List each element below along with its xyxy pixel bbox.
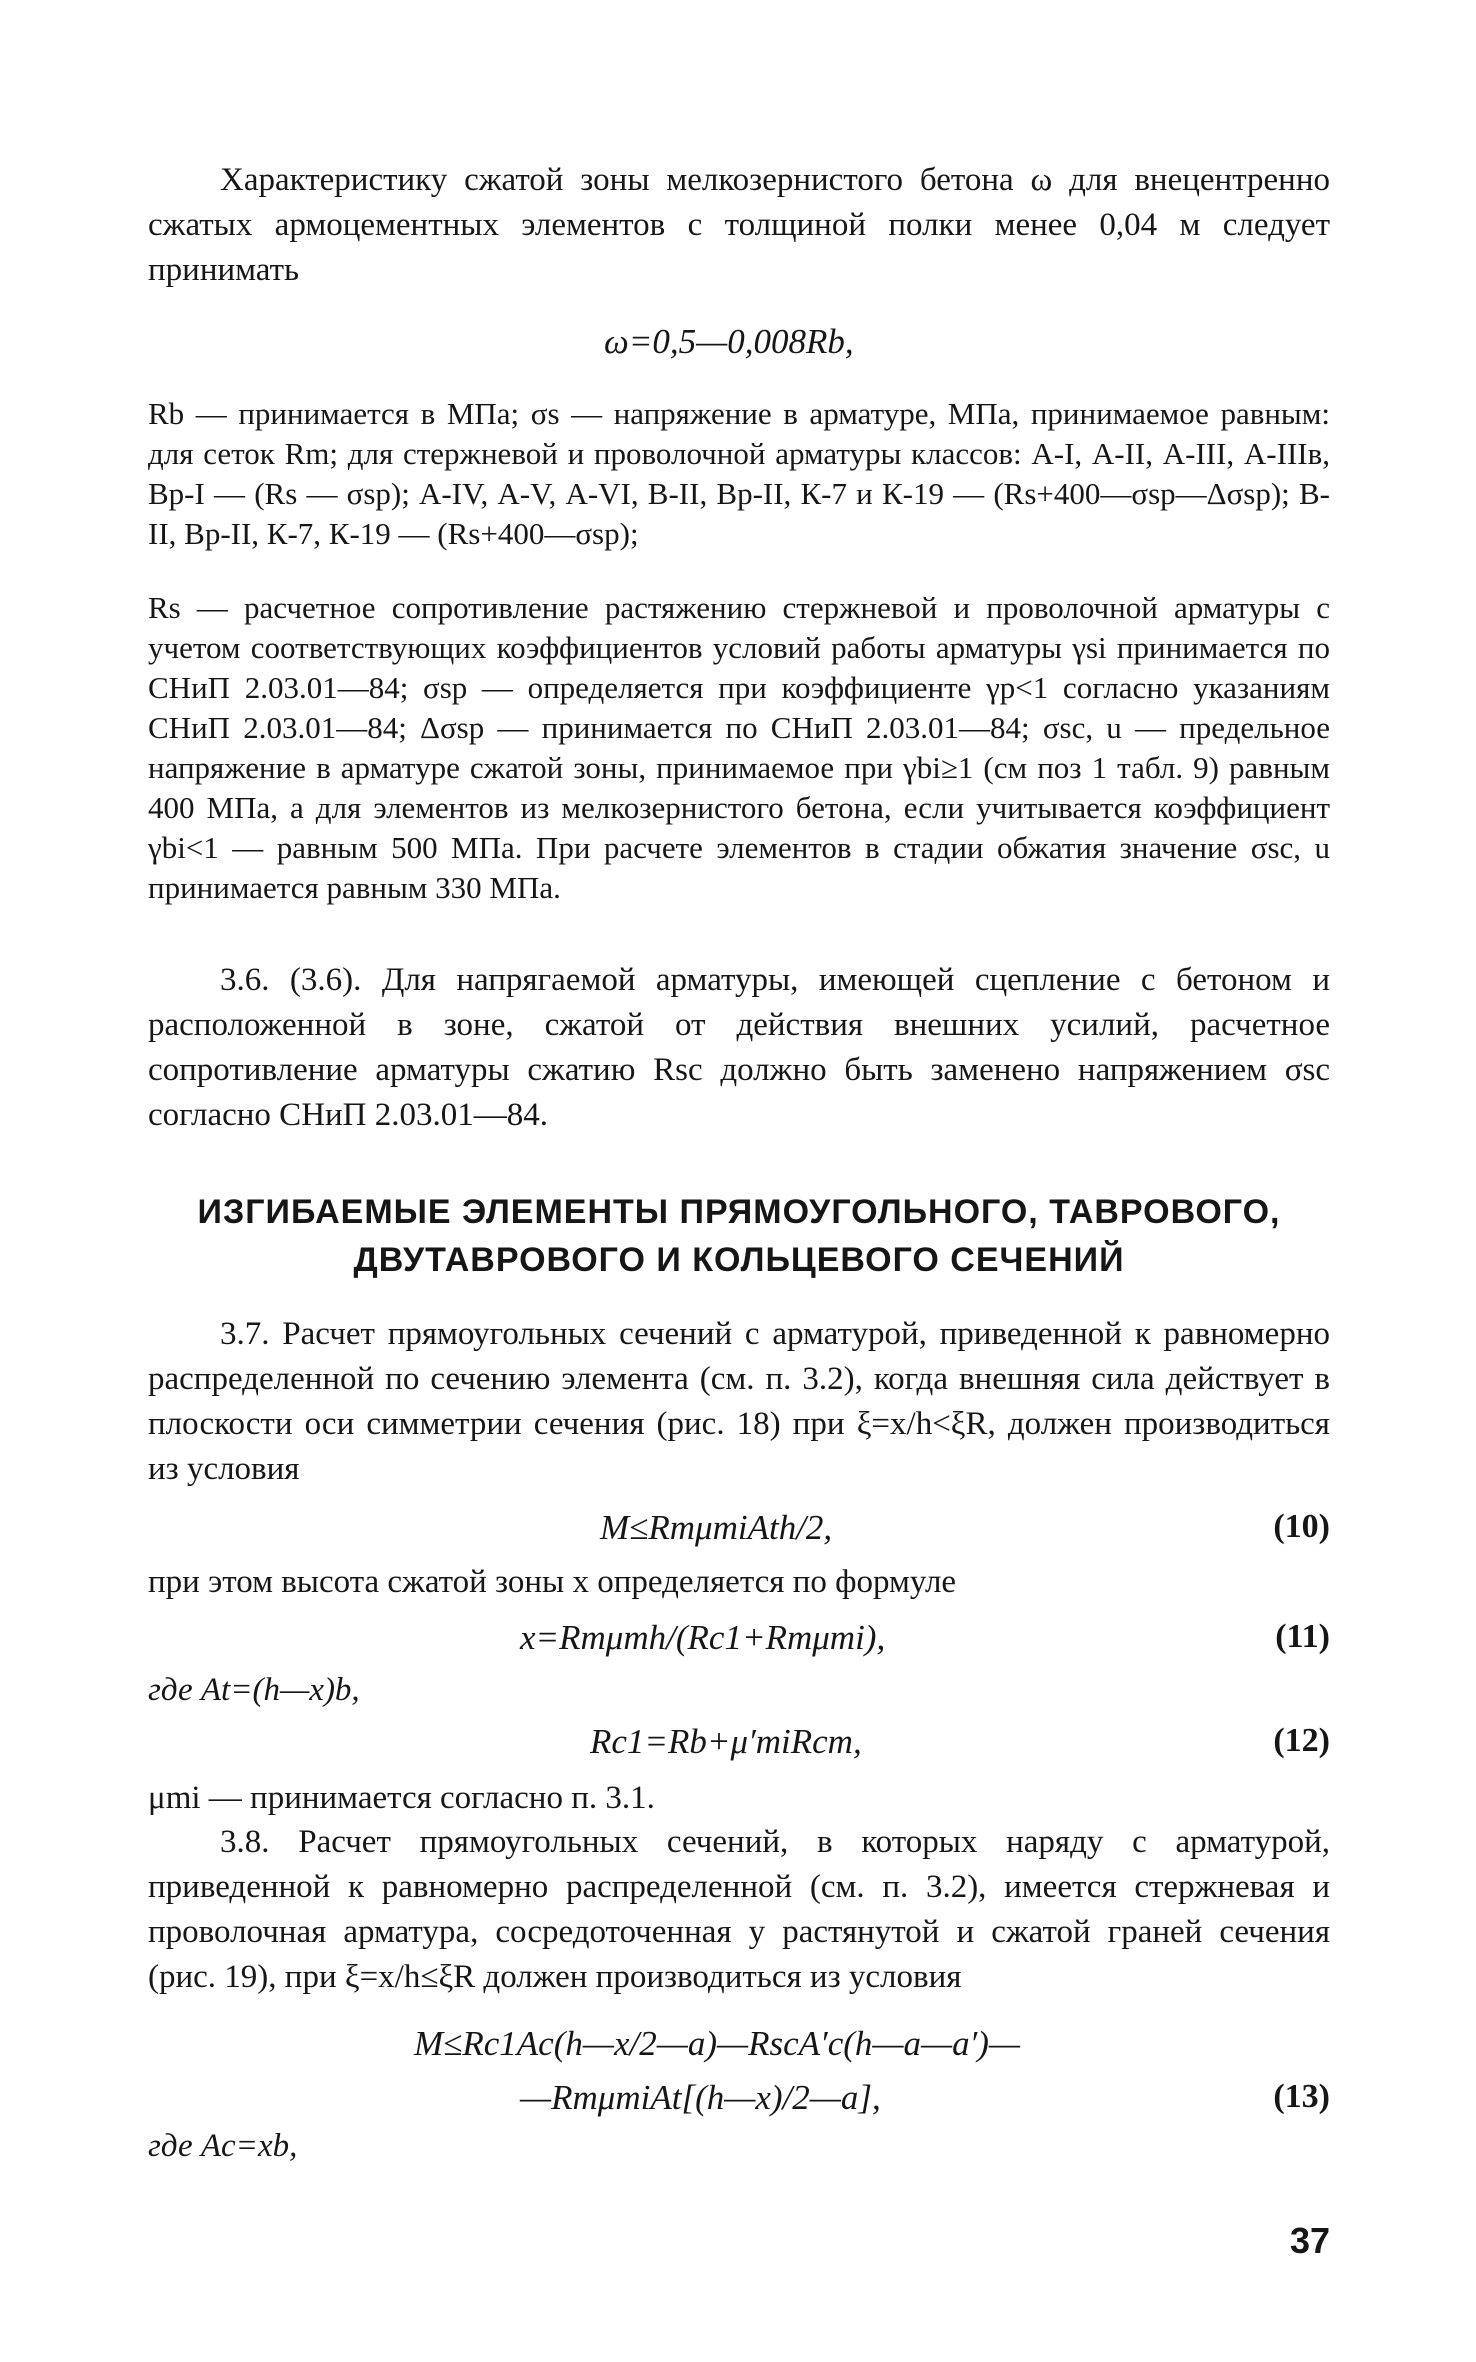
formula-11: x=Rmμmh/(Rc1+Rmμmi), xyxy=(520,1618,886,1657)
section-heading-line-1: ИЗГИБАЕМЫЕ ЭЛЕМЕНТЫ ПРЯМОУГОЛЬНОГО, ТАВРОВОГО, xyxy=(197,1193,1281,1231)
page-number: 37 xyxy=(1289,2220,1330,2261)
paragraph-mu-note: μmi — принимается согласно п. 3.1. xyxy=(148,1780,655,1816)
paragraph-rb-definition: Rb — принимается в МПа; σs — напряжение в арматуре, МПа, принимаемое равным: для сеток Rm; для стержневой и проволочной арматуры классов: А-I, А-II, А-III, А-IIIв, Вр-I — (Rs — σsp); А-IV, А-V, А-VI, В-II, Вр-II, К-7 и К-19 — (Rs+400—σsp—Δσsp); В-II, Вр-II, К-7, К-19 — (Rs+400—σsp); xyxy=(148,396,1330,551)
formula-13-line-2: —RmμmiAt[(h—x)/2—a], xyxy=(520,2078,881,2117)
paragraph-3-6: 3.6. (3.6). Для напрягаемой арматуры, имеющей сцепление с бетоном и расположенной в зоне, сжатой от действия внешних усилий, расчетное сопротивление арматуры сжатию Rsc должно быть заменено напряжением σsc согласно СНиП 2.03.01—84. xyxy=(148,962,1330,1133)
where-ac: где Ac=xb, xyxy=(148,2128,298,2164)
formula-10: M≤RmμmiAth/2, xyxy=(600,1508,833,1547)
equation-number-12: (12) xyxy=(1273,1722,1330,1759)
section-heading-line-2: ДВУТАВРОВОГО И КОЛЬЦЕВОГО СЕЧЕНИЙ xyxy=(353,1241,1125,1279)
formula-omega: ω=0,5—0,008Rb, xyxy=(604,322,854,361)
formula-12: Rc1=Rb+μ′miRcm, xyxy=(590,1722,862,1761)
paragraph-rs-definition: Rs — расчетное сопротивление растяжению стержневой и проволочной арматуры с учетом соответствующих коэффициентов условий работы арматуры γsi принимается по СНиП 2.03.01—84; σsp — определяется при коэффициенте γp<1 согласно указаниям СНиП 2.03.01—84; Δσsp — принимается по СНиП 2.03.01—84; σsc, u — предельное напряжение в арматуре сжатой зоны, принимаемое при γbi≥1 (см поз 1 табл. 9) равным 400 МПа, а для элементов из мелкозернистого бетона, если учитывается коэффициент γbi<1 — равным 500 МПа. При расчете элементов в стадии обжатия значение σsc, u принимается равным 330 МПа. xyxy=(148,590,1330,905)
paragraph-3-7: 3.7. Расчет прямоугольных сечений с арматурой, приведенной к равномерно распределенной по сечению элемента (см. п. 3.2), когда внешняя сила действует в плоскости оси симметрии сечения (рис. 18) при ξ=x/h<ξR, должен производиться из условия xyxy=(148,1316,1330,1487)
paragraph-omega-intro: Характеристику сжатой зоны мелкозернистого бетона ω для внецентренно сжатых армоцементных элементов с толщиной полки менее 0,04 м следует принимать xyxy=(148,162,1330,288)
where-at: где At=(h—x)b, xyxy=(148,1672,360,1708)
equation-number-11: (11) xyxy=(1275,1618,1330,1655)
equation-number-10: (10) xyxy=(1273,1508,1330,1545)
section-heading xyxy=(148,1188,1330,1284)
paragraph-3-8: 3.8. Расчет прямоугольных сечений, в которых наряду с арматурой, приведенной к равномерно распределенной (см. п. 3.2), имеется стержневая и проволочная арматура, сосредоточенная у растянутой и сжатой граней сечения (рис. 19), при ξ=x/h≤ξR должен производиться из условия xyxy=(148,1824,1330,1995)
formula-13-line-1: M≤Rc1Ac(h—x/2—a)—RscA′c(h—a—a′)— xyxy=(414,2024,1021,2063)
equation-number-13: (13) xyxy=(1273,2078,1330,2115)
paragraph-height-note: при этом высота сжатой зоны x определяется по формуле xyxy=(148,1564,957,1600)
